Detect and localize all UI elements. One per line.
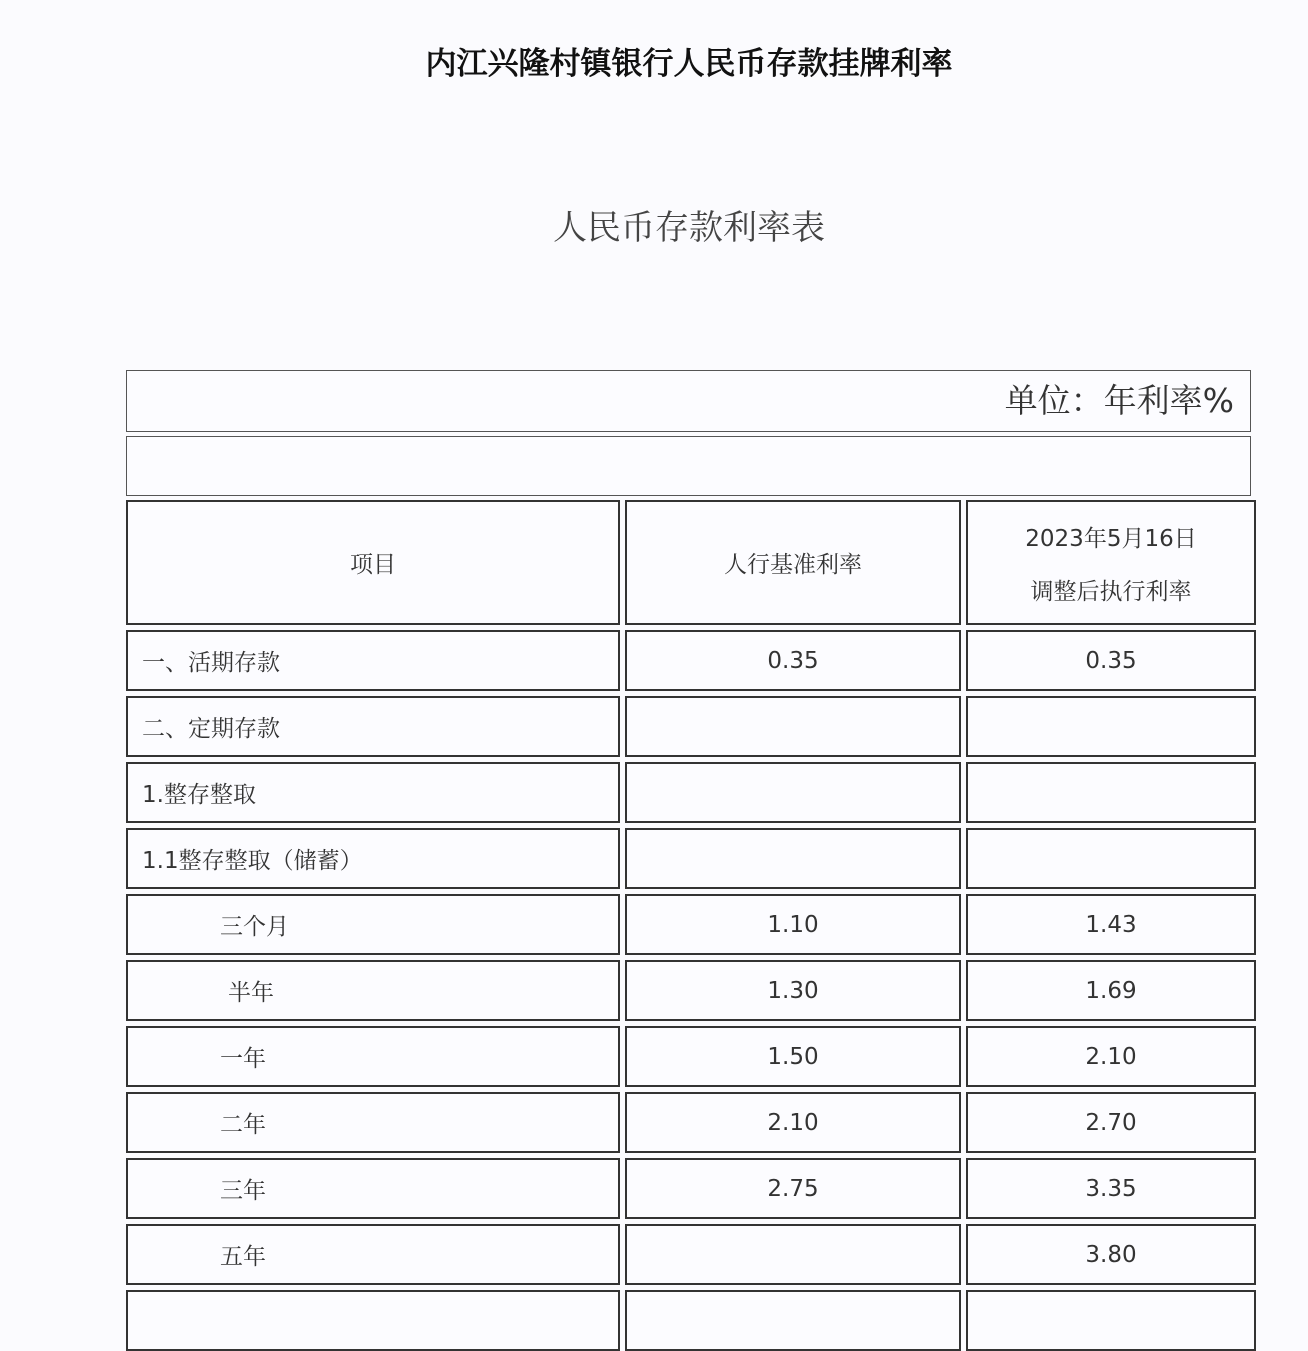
row-base-rate: 2.75 <box>625 1158 961 1219</box>
table-title: 人民币存款利率表 <box>553 208 825 248</box>
row-base-rate <box>625 762 961 823</box>
row-base-rate <box>625 828 961 889</box>
unit-row: 单位：年利率% <box>126 370 1251 432</box>
header-base-label: 人行基准利率 <box>724 552 862 578</box>
row-item-label: 二年 <box>126 1092 620 1153</box>
page-title: 内江兴隆村镇银行人民币存款挂牌利率 <box>425 46 953 82</box>
row-item-label <box>126 1290 620 1351</box>
row-exec-rate: 1.69 <box>966 960 1256 1021</box>
row-base-rate: 1.10 <box>625 894 961 955</box>
header-item-label: 项目 <box>350 552 396 578</box>
header-exec-rate <box>966 500 1256 625</box>
row-base-rate <box>625 696 961 757</box>
row-base-rate <box>625 1224 961 1285</box>
row-exec-rate <box>966 1290 1256 1351</box>
row-item-label: 1.整存整取 <box>126 762 620 823</box>
row-exec-rate <box>966 762 1256 823</box>
header-base-rate <box>625 500 961 625</box>
row-item-label: 三个月 <box>126 894 620 955</box>
row-item-label: 1.1整存整取（储蓄） <box>126 828 620 889</box>
rate-table <box>126 500 1256 1351</box>
row-base-rate <box>625 1290 961 1351</box>
blank-row <box>126 436 1251 496</box>
row-item-label: 五年 <box>126 1224 620 1285</box>
row-base-rate: 0.35 <box>625 630 961 691</box>
row-exec-rate <box>966 696 1256 757</box>
row-item-label: 一、活期存款 <box>126 630 620 691</box>
row-exec-rate: 1.43 <box>966 894 1256 955</box>
row-item-label: 三年 <box>126 1158 620 1219</box>
row-base-rate: 1.50 <box>625 1026 961 1087</box>
row-item-label: 半年 <box>126 960 620 1021</box>
row-exec-rate: 3.35 <box>966 1158 1256 1219</box>
row-base-rate: 1.30 <box>625 960 961 1021</box>
row-exec-rate <box>966 828 1256 889</box>
row-exec-rate: 2.10 <box>966 1026 1256 1087</box>
row-exec-rate: 2.70 <box>966 1092 1256 1153</box>
row-item-label: 一年 <box>126 1026 620 1087</box>
row-item-label: 二、定期存款 <box>126 696 620 757</box>
row-exec-rate: 0.35 <box>966 630 1256 691</box>
header-exec-label: 调整后执行利率 <box>1030 578 1192 605</box>
header-item <box>126 500 620 625</box>
row-exec-rate: 3.80 <box>966 1224 1256 1285</box>
header-exec-date: 2023年5月16日 <box>1025 525 1197 552</box>
row-base-rate: 2.10 <box>625 1092 961 1153</box>
